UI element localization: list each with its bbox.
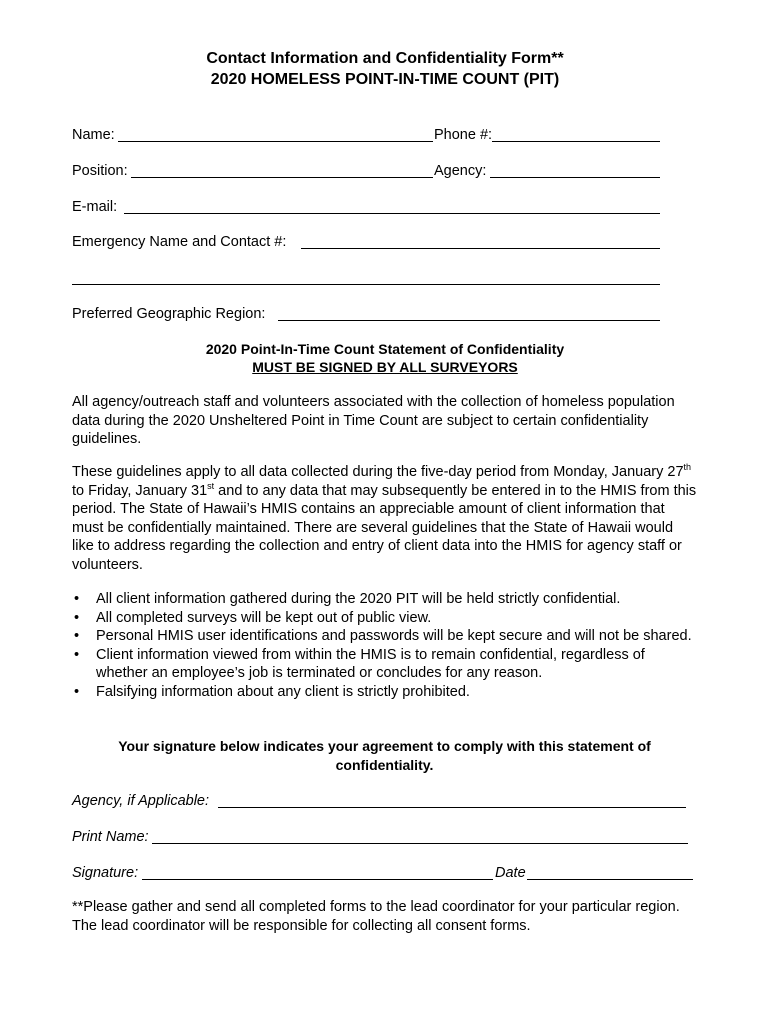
signature-agency-label: Agency, if Applicable: — [72, 793, 210, 809]
list-item: • Falsifying information about any client is strictly prohibited. — [72, 683, 692, 702]
form-title: Contact Information and Confidentiality Form** — [206, 50, 564, 67]
signature-agency-field[interactable] — [218, 790, 686, 808]
statement-subheading-wrap — [0, 358, 770, 376]
list-item: • Personal HMIS user identifications and passwords will be kept secure and will not be shared. — [72, 627, 692, 646]
position-field[interactable] — [131, 160, 433, 178]
list-item: • Client information viewed from within the HMIS is to remain confidential, regardless of whether an employee’s job is terminated or concludes for any reason. — [72, 646, 692, 683]
guidelines-list — [72, 590, 692, 701]
agency-label: Agency: — [434, 163, 487, 179]
position-label: Position: — [72, 163, 128, 179]
paragraph-2-sup-2: st — [207, 480, 215, 491]
paragraph-2-text-a: These guidelines apply to all data collected during the five-day period from Monday, January 27 — [72, 464, 684, 480]
region-field[interactable] — [278, 303, 660, 321]
email-field[interactable] — [124, 196, 660, 214]
paragraph-2-sup-1: th — [683, 462, 692, 473]
print-name-field[interactable] — [152, 826, 688, 844]
agency-field[interactable] — [490, 160, 660, 178]
paragraph-2-text-c: and to any data that may subsequently be entered in to the HMIS from this period. The State of Hawaii’s HMIS contains an appreciable amount of client information that must be confidentially maintained. There are several guidelines that the State of Hawaii would like to address regarding the collection and entry of client data into the HMIS for agency staff or volunteers. — [72, 482, 697, 573]
phone-field[interactable] — [492, 124, 660, 142]
list-item: • All completed surveys will be kept out of public view. — [72, 609, 692, 628]
region-label: Preferred Geographic Region: — [72, 306, 266, 322]
statement-subheading: MUST BE SIGNED BY ALL SURVEYORS — [252, 359, 518, 375]
form-subtitle: 2020 HOMELESS POINT-IN-TIME COUNT (PIT) — [210, 71, 560, 88]
signature-label: Signature: — [72, 865, 139, 881]
emergency-contact-field-line2[interactable] — [72, 267, 660, 285]
signature-statement: Your signature below indicates your agreement to comply with this statement of confidentiality. — [118, 738, 651, 773]
statement-paragraph-1: All agency/outreach staff and volunteers associated with the collection of homeless population data during the 2020 Unsheltered Point in Time Count are subject to certain confidentiality guidelines. — [72, 394, 675, 447]
date-field[interactable] — [527, 862, 693, 880]
footnote: **Please gather and send all completed forms to the lead coordinator for your particular region. The lead coordinator will be responsible for collecting all consent forms. — [72, 899, 680, 934]
signature-field[interactable] — [142, 862, 493, 880]
emergency-contact-field[interactable] — [301, 231, 660, 249]
date-label: Date — [495, 865, 526, 881]
phone-label: Phone #: — [434, 127, 493, 143]
statement-heading: 2020 Point-In-Time Count Statement of Confidentiality — [205, 341, 565, 357]
paragraph-2-text-b: to Friday, January 31 — [72, 482, 208, 499]
name-label: Name: — [72, 127, 115, 143]
print-name-label: Print Name: — [72, 829, 149, 845]
emergency-contact-label: Emergency Name and Contact #: — [72, 234, 287, 250]
list-item: • All client information gathered during the 2020 PIT will be held strictly confidential. — [72, 590, 692, 609]
statement-paragraph-2 — [72, 463, 697, 574]
name-field[interactable] — [118, 124, 433, 142]
email-label: E-mail: — [72, 199, 118, 215]
